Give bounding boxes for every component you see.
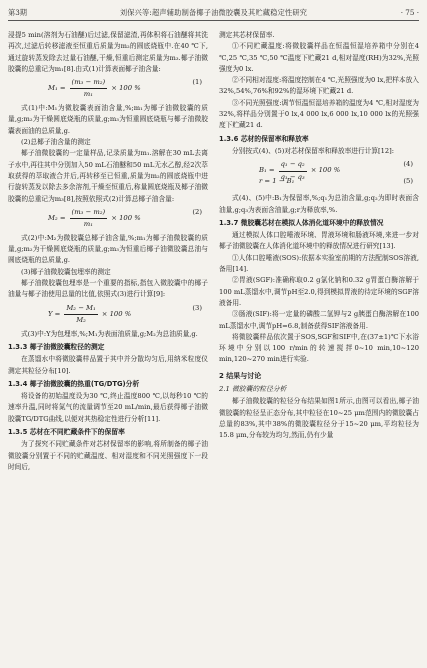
section-heading: 1.3.4 椰子油微胶囊的热重(TG/DTG)分析 xyxy=(8,379,140,388)
paragraph: ②胃液(SGF):准确称取0.2 g氯化钠和0.32 g胃蛋白酶溶解于100 mL蒸馏水中,调节pH至2.0,得到模拟胃液的待定环境的SGF溶液备用. xyxy=(219,276,419,307)
paragraph: 浸提5 min(溶剂为石油醚)后过滤,保留滤渣,再体积将石油醚将其洗再次,过滤后转移滤液至恒重后质量为m₂的圆底烧瓶中.在40 ℃下,通过旋转蒸发除去过量石油醚,干燥,恒重后测定质量为m₃.椰子油微胶囊的总重记为m₁[8].由式(1)计算表面椰子油含量: xyxy=(8,31,208,73)
section-heading: 2 结果与讨论 xyxy=(219,371,262,380)
paragraph: ③不同光照强度:调节恒温恒湿培养箱的温度为4 ℃,相对湿度为32%,将样品分别置于0 lx,4 000 lx,6 000 lx,10 000 lx的光照强度下贮藏21 d. xyxy=(219,98,419,130)
running-header xyxy=(8,6,419,21)
paragraph: 为了探究不同贮藏条件对芯材保留率的影响,将所制备的椰子油微胶囊分别置于不同的贮藏温度、相对湿度和不同光照强度下一段时间后, xyxy=(8,440,208,471)
running-title: 刘保兴等:超声辅助制备椰子油微胶囊及其贮藏稳定性研究 xyxy=(119,8,308,17)
paragraph: 分别按式(4)、(5)对芯材保留率和释放率进行计算[12]: xyxy=(232,146,394,155)
equation-2: M₂ = $\frac{\text{(m₃ − m₂)}}{\text{m₁}}$ × 100 % (2) xyxy=(48,207,202,229)
equation-4-5: B₁ = $\frac{\text{q₁ − q₂}}{\text{q₁ − q₃}}$ × 100 % (4) r = 1 − B₁ (5) xyxy=(219,159,419,189)
section-heading: 1.3.7 微胶囊芯材在模拟人体消化道环境中的释放情况 xyxy=(219,218,384,227)
subheading: (2)总椰子油含量的测定 xyxy=(21,138,91,147)
paragraph: 式(4)、(5)中:B₁为保留率,%;q₁为总油含量,g;q₂为即时表面含油量,g;q₃为表面含油量,g;r为释放率,%. xyxy=(219,194,419,214)
equation-number: (1) xyxy=(192,78,202,87)
paragraph: 椰子油微胶囊包埋率是一个重要的指标,指包入微胶囊中的椰子油量与椰子油使用总量的比值,依照式(3)进行计算[9]: xyxy=(8,279,208,299)
equation-number: (2) xyxy=(192,207,202,216)
equation-3: Y = $\frac{\text{M₂ − M₁}}{\text{M₂}}$ × 100 % (3) xyxy=(48,303,202,324)
paragraph: 将设备的初始温度设为30 ℃,终止温度800 ℃,以每秒10 ℃的速率升温,同时将氮气的流量调节至20 mL/min,最后获得椰子油微胶囊TG/DTG曲线,以便对其热稳定性进行分析[11]. xyxy=(8,392,208,423)
paragraph: ③肠液(SIF):将一定量的磷酸二氢钾与2 g胰蛋白酶溶解在100 mL蒸馏水中,调节pH=6.8,制备获得SIF溶液备用. xyxy=(219,310,419,330)
paragraph: ②不同相对湿度:将温度控制在4 ℃,光照强度为0 lx,把样本放入32%,54%,76%和92%的湿环境下贮藏21 d. xyxy=(219,76,419,96)
right-column xyxy=(219,30,419,442)
paragraph: ①人体口腔唾液(SOS):依据本实验室前期的方法配制SOS溶液,备用[14]. xyxy=(219,253,419,274)
page-number: · 75 · xyxy=(400,8,419,17)
equation-5: r = 1 − B₁ xyxy=(259,177,295,186)
subheading: (3)椰子油微胶囊包埋率的测定 xyxy=(21,267,111,276)
section-heading: 1.3.3 椰子油微胶囊粒径的测定 xyxy=(8,342,105,351)
equation-number: (4) xyxy=(403,160,413,169)
paragraph: 通过模拟人体口腔唾液环境、胃液环境和肠液环境,来进一步对椰子油微胶囊在人体消化道环境中的释放情况进行研究[13]. xyxy=(219,231,419,251)
paragraph: 式(3)中:Y为包埋率,%;M₁为表面油质量,g;M₂为总油质量,g. xyxy=(21,329,198,338)
section-heading: 1.3.5 芯材在不同贮藏条件下的保留率 xyxy=(8,428,125,437)
section-heading: 1.3.6 芯材的保留率和释放率 xyxy=(219,134,309,143)
subsection-heading: 2.1 微胶囊的粒径分析 xyxy=(219,385,287,394)
paragraph: 椰子油微胶囊的一定量样品,记录质量为m₁.溶解在30 mL去离子水中,再往其中分别加入50 mL石油醚和50 mL无水乙醇,经2次萃取获得的萃取液合并后,再转移至已恒重,质量为m₂的圆底烧瓶中进行旋转蒸发以除去多余溶剂,干燥至恒重后,称量圆底烧瓶及椰子油微胶囊的总重记为m₃[8],按照依照式(2)计算总椰子油含量: xyxy=(8,149,208,203)
paragraph: 式(2)中:M₂为微胶囊总椰子油含量,%;m₁为椰子油微胶囊的质量,g;m₂为干燥圆底烧瓶的质量,g;m₃为恒重后椰子油微胶囊总油与圆底烧瓶的总质量,g. xyxy=(8,233,208,265)
paragraph: 椰子油微胶囊的粒径分布结果如图1所示,由图可以看出,椰子油微胶囊的粒径呈正态分布,其中粒径在10~25 μm范围内的微胶囊占总量的83%,其中38%的微胶囊粒径分于15~20 μm,平均粒径为15.8 μm,分布较为均匀,然而,仍有少量 xyxy=(219,397,419,440)
issue-number: 第3期 xyxy=(8,8,27,17)
equation-1: M₁ = $\frac{\text{(m₃ − m₂)}}{\text{m₁}}$ × 100 % (1) xyxy=(48,78,202,99)
equation-number: (3) xyxy=(192,303,202,312)
paragraph: 式(1)中:M₁为微胶囊表面油含量,%;m₁为椰子油微胶囊的质量,g;m₂为干燥圆底烧瓶的质量,g;m₃为恒重圆底烧瓶与椰子油微胶囊表面油的总质量,g. xyxy=(8,104,208,135)
paragraph: 测定其芯材保留率. xyxy=(219,31,275,39)
paragraph: ①不同贮藏温度:将微胶囊样品在恒温恒湿培养箱中分别在4 ℃,25 ℃,35 ℃,50 ℃温度下贮藏21 d,相对湿度(RH)为32%,光照强度为0 lx. xyxy=(219,42,419,73)
left-column xyxy=(8,30,208,473)
equation-number: (5) xyxy=(403,177,413,186)
paragraph: 在蒸馏水中将微胶囊样品置于其中并分散均匀后,用纳米粒度仪测定其粒径分布[10]. xyxy=(8,355,208,375)
paragraph: 将微胶囊样品依次置于SOS,SGF和SIF中,在(37±1)℃下水浴环境中分别以100 r/min的转速搅拌0~10 min,10~120 min,120~270 min进行实验. xyxy=(219,332,419,364)
